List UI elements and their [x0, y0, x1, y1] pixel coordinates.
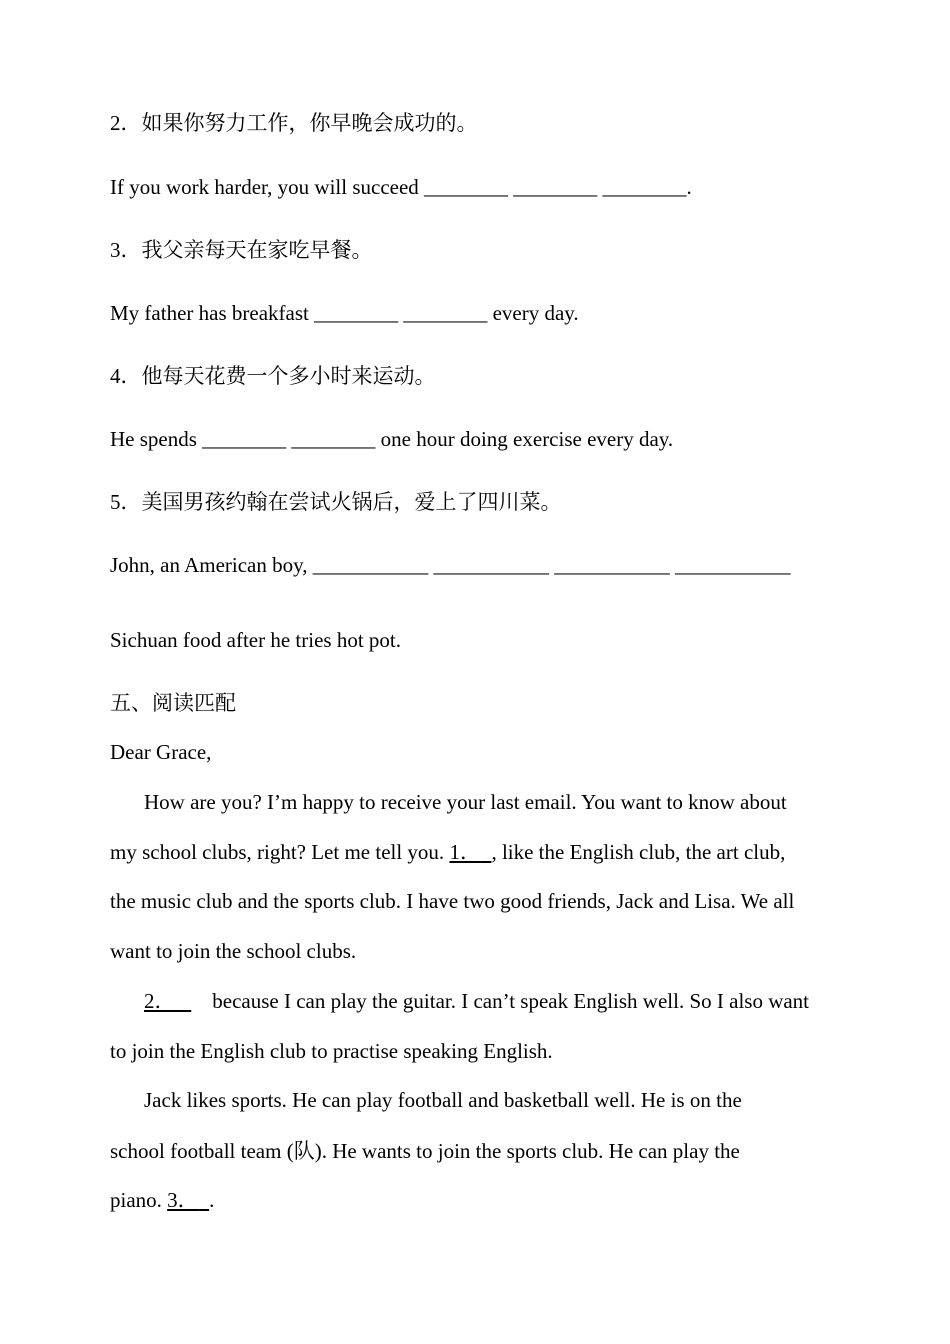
item-3-chinese: 3．我父亲每天在家吃早餐。 [110, 238, 373, 262]
text-segment: piano. [110, 1188, 168, 1212]
answer-blank-1[interactable] [449, 840, 491, 864]
letter-paragraph-1-line-2 [110, 842, 785, 863]
letter-paragraph-3-line-3 [110, 1190, 214, 1211]
item-4-english: He spends ________ ________ one hour doing exercise every day. [110, 427, 674, 451]
item-2-chinese: 2．如果你努力工作，你早晚会成功的。 [110, 111, 478, 135]
item-5-chinese: 5．美国男孩约翰在尝试火锅后，爱上了四川菜。 [110, 490, 562, 514]
text-segment: . [209, 1188, 215, 1212]
letter-paragraph-3-line-2: school football team (队). He wants to join the sports club. He can play the [110, 1139, 740, 1163]
letter-paragraph-2-line-2: to join the English club to practise speaking English. [110, 1039, 553, 1063]
letter-paragraph-1-line-3: the music club and the sports club. I have two good friends, Jack and Lisa. We all [110, 889, 795, 913]
text-segment: my school clubs, right? Let me tell you. [110, 840, 450, 864]
item-4-chinese: 4．他每天花费一个多小时来运动。 [110, 364, 436, 388]
text-segment: , like the English club, the art club, [491, 840, 786, 864]
answer-blank-2[interactable] [144, 989, 191, 1013]
letter-paragraph-1-line-4: want to join the school clubs. [110, 939, 357, 963]
text-segment: because I can play the guitar. I can’t speak English well. So I also want [212, 989, 810, 1013]
answer-blank-3[interactable] [167, 1188, 209, 1212]
item-5-english-continued: Sichuan food after he tries hot pot. [110, 628, 402, 652]
blank-number: 3． [167, 1188, 199, 1212]
letter-paragraph-2-line-1 [144, 991, 809, 1012]
blank-number: 2． [144, 989, 176, 1013]
item-5-english: John, an American boy, ___________ ___________ ___________ ___________ [110, 553, 791, 577]
letter-paragraph-1-line-1: How are you? I’m happy to receive your last email. You want to know about [144, 790, 787, 814]
letter-paragraph-3-line-1: Jack likes sports. He can play football and basketball well. He is on the [144, 1088, 742, 1112]
item-2-english: If you work harder, you will succeed ________ ________ ________. [110, 175, 692, 199]
letter-greeting: Dear Grace, [110, 740, 212, 764]
section-title: 五、阅读匹配 [110, 691, 236, 715]
item-3-english: My father has breakfast ________ ________ every day. [110, 301, 579, 325]
blank-number: 1． [449, 840, 481, 864]
